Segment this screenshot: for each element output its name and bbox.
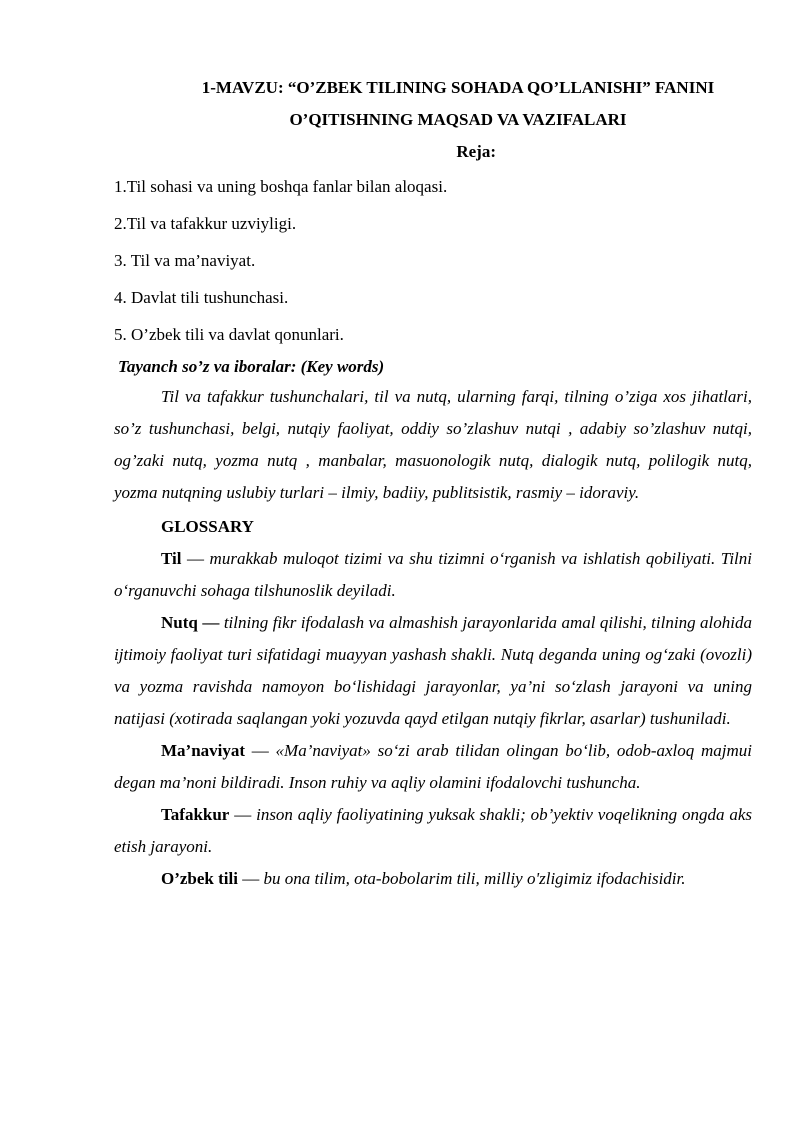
glossary-dash: — [237,869,264,888]
plan-heading: Reja: [456,142,496,161]
glossary-definition: inson aqliy faoliyatining yuksak shakli; ob’yektiv voqelikning ongda aks etish jarayoni. [114,805,752,856]
plan-item-1: 1.Til sohasi va uning boshqa fanlar bilan aloqasi. [114,177,448,196]
glossary-term: Nutq [161,613,198,632]
glossary-definition: bu ona tilim, ota-bobolarim tili, milliy o'zligimiz ifodachisidir. [263,869,686,888]
plan-list [114,168,752,353]
title-line-1: 1-MAVZU: “O’ZBEK TILINING SOHADA QO’LLANISHI” FANINI [201,78,715,97]
keywords-heading: Tayanch so’z va iboralar: (Key words) [118,357,385,376]
glossary-dash: — [245,741,276,760]
plan-item-2: 2.Til va tafakkur uzviyligi. [114,214,297,233]
glossary-term: Ma’naviyat [161,741,246,760]
document-title [114,72,752,136]
glossary-term: Til [161,549,182,568]
glossary-definition: tilning fikr ifodalash va almashish jarayonlarida amal qilishi, tilning alohida ijtimoiy faoliyat turi sifatidagi muayyan yashash shakli. Nutq deganda uning og‘zaki (ovozli) va yozma ravishda namoyon bo‘lishidagi jarayonlar, ya’ni so‘zlash jarayoni va uning natijasi (xotirada saqlangan yoki yozuvda qayd etilgan nutqiy fikrlar, asarlar) tushuniladi. [114,613,752,728]
glossary-dash: — [229,805,257,824]
glossary-definition: «Ma’naviyat» so‘zi arab tilidan olingan bo‘lib, odob-axloq majmui degan ma’noni bildiradi. Inson ruhiy va aqliy olamini ifodalovchi tushuncha. [114,741,753,792]
glossary-entry-nutq [114,607,752,735]
plan-item-4: 4. Davlat tili tushunchasi. [114,288,289,307]
glossary-entry-manaviyat [114,735,752,799]
glossary-heading: GLOSSARY [161,517,254,536]
plan-item-5: 5. O’zbek tili va davlat qonunlari. [114,325,344,344]
document-page [114,72,752,895]
glossary-entry-til [114,543,752,607]
glossary-entry-tafakkur [114,799,752,863]
glossary-dash: — [197,613,224,632]
glossary-term: O’zbek tili [161,869,238,888]
glossary-definition: murakkab muloqot tizimi va shu tizimni o‘rganish va ishlatish qobiliyati. Tilni o‘rganuvchi sohaga tilshunoslik deyiladi. [114,549,752,600]
plan-item-3: 3. Til va ma’naviyat. [114,251,256,270]
keywords-paragraph: Til va tafakkur tushunchalari, til va nutq, ularning farqi, tilning o’ziga xos jihatlari, so’z tushunchasi, belgi, nutqiy faoliyat, oddiy so’zlashuv nutqi , adabiy so’zlashuv nutqi, og’zaki nutq, yozma nutq , manbalar, masuonologik nutq, dialogik nutq, polilogik nutq, yozma nutqning uslubiy turlari – ilmiy, badiiy, publitsistik, rasmiy – idoraviy. [114,387,752,502]
glossary-term: Tafakkur [161,805,230,824]
title-line-2: O’QITISHNING MAQSAD VA VAZIFALARI [289,110,627,129]
glossary-entry-ozbek-tili [114,863,752,895]
glossary-dash: — [181,549,210,568]
